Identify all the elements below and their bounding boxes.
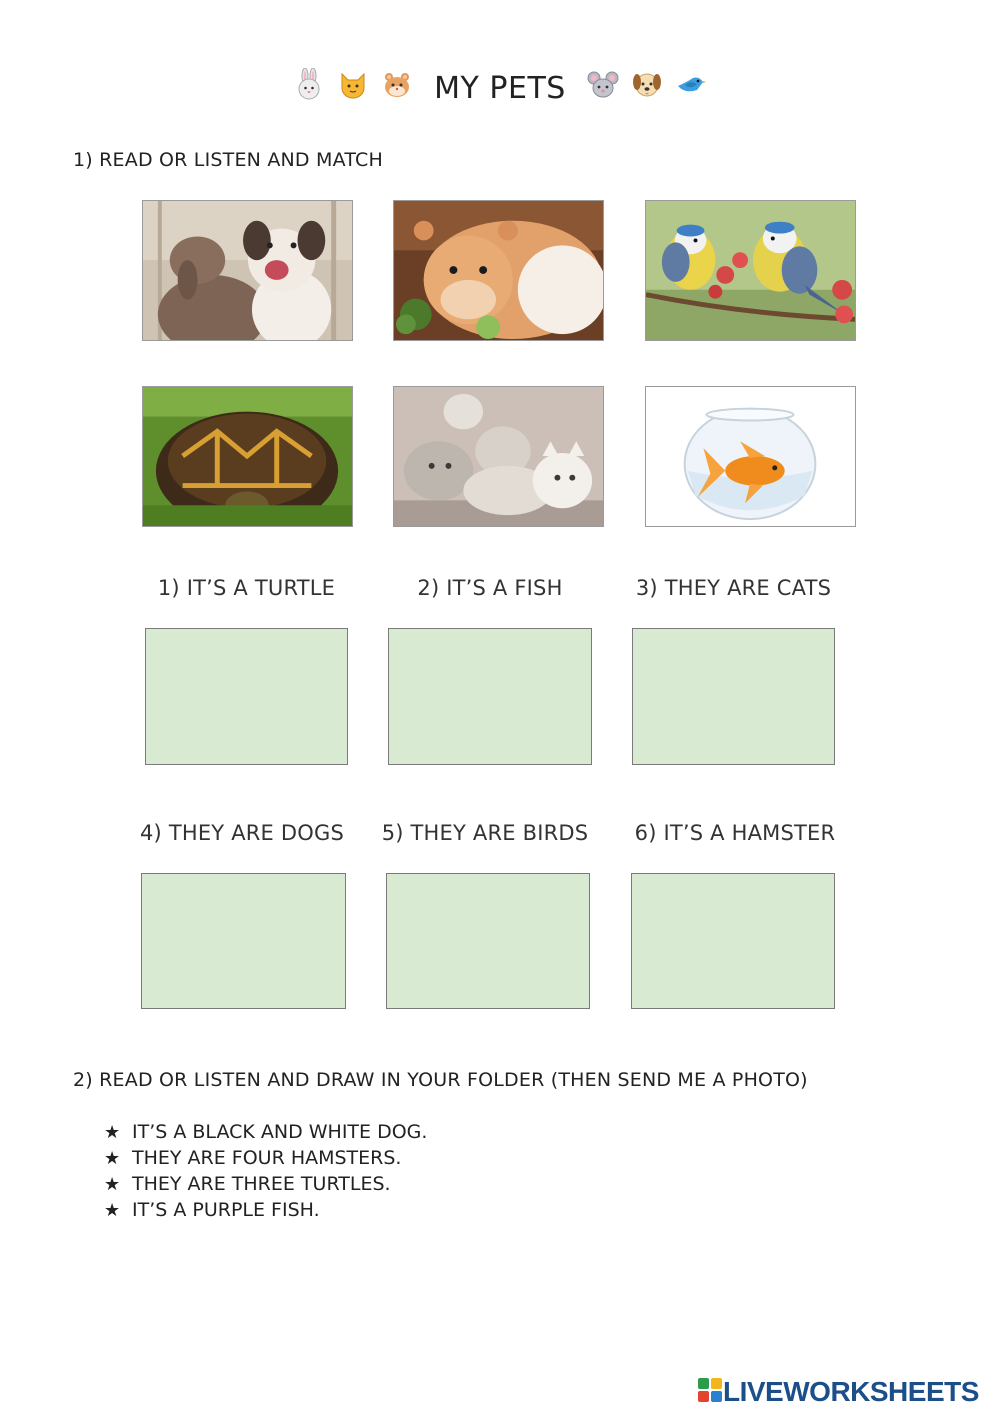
answer-box-2[interactable]: [388, 628, 592, 765]
label-4: 4) THEY ARE DOGS: [139, 821, 345, 845]
goldfish-photo: [645, 386, 856, 527]
list-item: ★ IT’S A BLACK AND WHITE DOG.: [104, 1119, 427, 1145]
star-icon: ★: [104, 1122, 121, 1143]
list-item: ★ THEY ARE FOUR HAMSTERS.: [104, 1145, 427, 1171]
star-icon: ★: [104, 1174, 121, 1195]
answer-box-5[interactable]: [386, 873, 590, 1009]
hamster-icon: [381, 68, 413, 108]
label-6: 6) IT’S A HAMSTER: [634, 821, 836, 845]
section-2-heading: 2) READ OR LISTEN AND DRAW IN YOUR FOLDER (THEN SEND ME A PHOTO): [73, 1069, 808, 1091]
answer-box-6[interactable]: [631, 873, 835, 1009]
list-item: ★ IT’S A PURPLE FISH.: [104, 1197, 427, 1223]
page-title-text: MY PETS: [434, 70, 566, 106]
draw-list: [104, 1119, 427, 1223]
page-title: [0, 68, 1000, 108]
answer-box-3[interactable]: [632, 628, 835, 765]
answer-box-4[interactable]: [141, 873, 346, 1009]
label-5: 5) THEY ARE BIRDS: [381, 821, 589, 845]
birds-photo: [645, 200, 856, 341]
liveworksheets-logo-text: LIVEWORKSHEETS: [723, 1376, 979, 1407]
liveworksheets-logo-icon: [697, 1377, 723, 1407]
cats-photo: [393, 386, 604, 527]
dogs-photo: [142, 200, 353, 341]
label-2: 2) IT’S A FISH: [417, 576, 563, 600]
star-icon: ★: [104, 1148, 121, 1169]
label-3: 3) THEY ARE CATS: [635, 576, 832, 600]
cat-icon: [337, 68, 369, 108]
star-icon: ★: [104, 1200, 121, 1221]
section-1-heading: 1) READ OR LISTEN AND MATCH: [73, 149, 383, 171]
dog-icon: [631, 68, 663, 108]
turtle-photo: [142, 386, 353, 527]
liveworksheets-logo: [697, 1377, 979, 1407]
rabbit-icon: [293, 68, 325, 108]
bird-icon: [675, 68, 707, 108]
answer-box-1[interactable]: [145, 628, 348, 765]
mouse-icon: [587, 68, 619, 108]
hamster-photo: [393, 200, 604, 341]
label-1: 1) IT’S A TURTLE: [157, 576, 336, 600]
list-item: ★ THEY ARE THREE TURTLES.: [104, 1171, 427, 1197]
